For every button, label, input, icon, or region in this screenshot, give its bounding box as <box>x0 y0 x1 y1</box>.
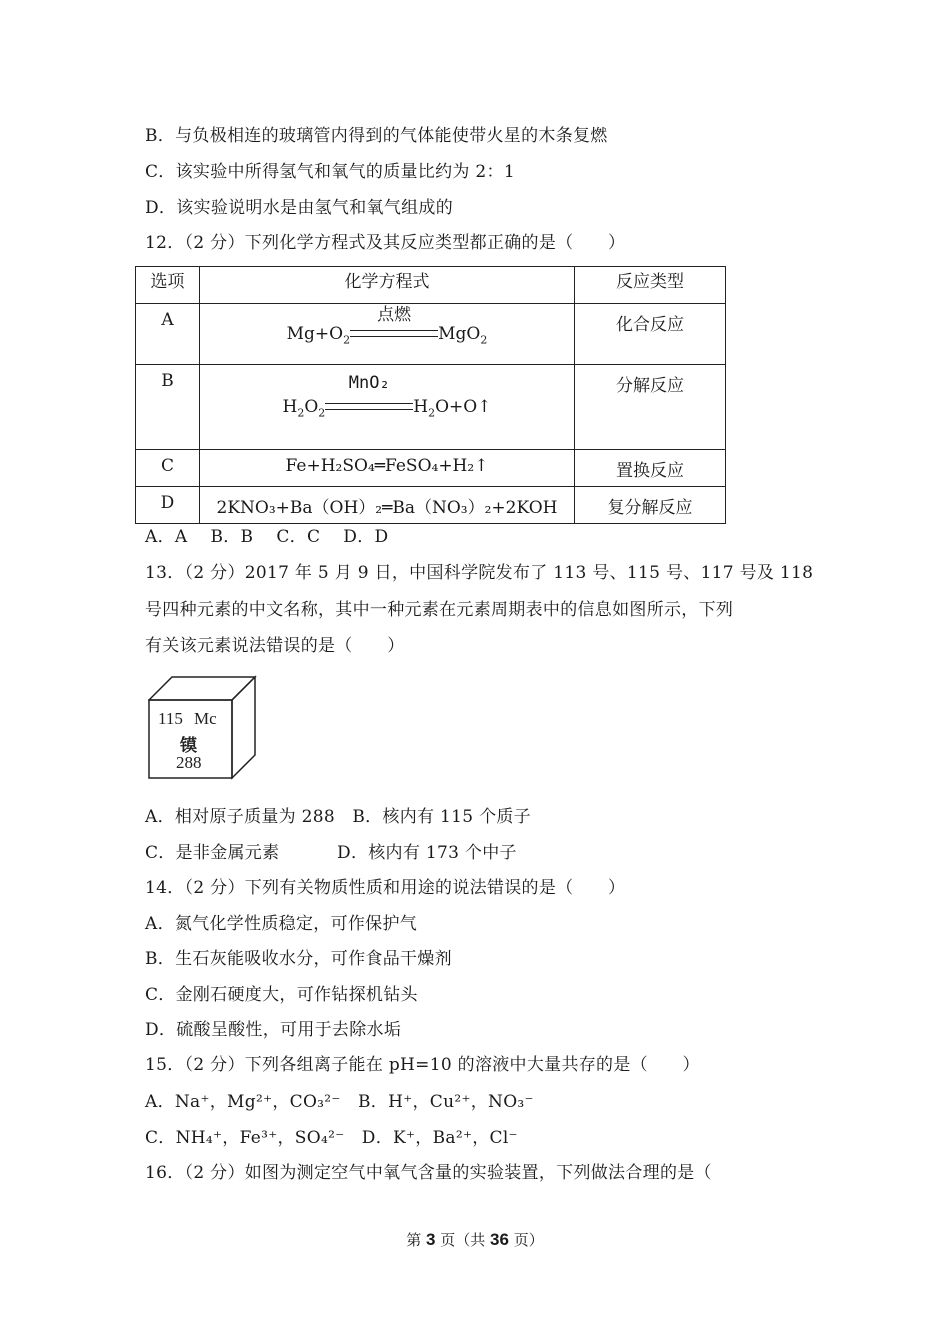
eq-b-sub2: 2 <box>318 406 326 420</box>
q11-option-d: D．该实验说明水是由氢气和氧气组成的 <box>145 198 454 218</box>
q13-line-2: 号四种元素的中文名称，其中一种元素在元素周期表中的信息如图所示，下列 <box>145 600 734 620</box>
row-c-type: 置换反应 <box>616 461 684 481</box>
header-equation: 化学方程式 <box>200 267 575 304</box>
header-type: 反应类型 <box>575 267 726 304</box>
eq-b-condition: MnO₂ <box>348 373 390 393</box>
q15-choice-ab: A．Na⁺，Mg²⁺，CO₃²⁻ B．H⁺，Cu²⁺，NO₃⁻ <box>145 1092 534 1112</box>
row-a-type: 化合反应 <box>616 315 684 335</box>
equation-table <box>135 266 726 524</box>
element-mass: 288 <box>176 753 202 772</box>
eq-a-left-sub: 2 <box>343 333 351 347</box>
element-name: 镆 <box>180 736 197 756</box>
footer-total-pages: 36 <box>490 1230 509 1249</box>
row-d-equation: 2KNO₃+Ba（OH）₂═Ba（NO₃）₂+2KOH <box>216 498 558 518</box>
eq-b-left: H <box>282 397 298 417</box>
eq-b-mid: O <box>304 397 319 417</box>
q12-stem: 12．（2 分）下列化学方程式及其反应类型都正确的是（ ） <box>145 233 626 253</box>
q14-option-d: D．硫酸呈酸性，可用于去除水垢 <box>145 1020 402 1040</box>
element-number: 115 <box>158 709 183 728</box>
table-row <box>136 450 726 487</box>
row-a-equation <box>200 304 574 347</box>
q16-stem: 16．（2 分）如图为测定空气中氧气含量的实验装置，下列做法合理的是（ <box>145 1163 712 1183</box>
row-d-type: 复分解反应 <box>607 498 693 518</box>
table-row <box>136 304 726 365</box>
eq-a-condition: 点燃 <box>377 305 412 325</box>
footer-mid: 页（共 <box>435 1231 491 1249</box>
row-b-equation <box>200 365 574 420</box>
row-b-option: B <box>161 371 174 391</box>
eq-a-left: Mg+O <box>286 324 344 344</box>
q11-option-b: B．与负极相连的玻璃管内得到的气体能使带火星的木条复燃 <box>145 126 608 146</box>
q14-stem: 14．（2 分）下列有关物质性质和用途的说法错误的是（ ） <box>145 878 626 898</box>
q14-option-b: B．生石灰能吸收水分，可作食品干燥剂 <box>145 949 452 969</box>
element-cell-figure <box>148 675 258 785</box>
cube-outline <box>148 675 258 785</box>
page-footer <box>0 1229 950 1250</box>
q13-line-1: 13．（2 分）2017 年 5 月 9 日，中国科学院发布了 113 号、115 号、117 号及 118 <box>145 563 814 583</box>
table-row <box>136 365 726 450</box>
row-a-option: A <box>161 310 174 330</box>
eq-b-sub1: 2 <box>297 406 305 420</box>
table-row <box>136 487 726 524</box>
eq-b-right-sub: 2 <box>428 406 436 420</box>
q15-choice-cd: C．NH₄⁺，Fe³⁺，SO₄²⁻ D．K⁺，Ba²⁺，Cl⁻ <box>145 1128 518 1148</box>
q15-stem: 15．（2 分）下列各组离子能在 pH=10 的溶液中大量共存的是（ ） <box>145 1055 700 1075</box>
eq-b-right: H <box>413 397 429 417</box>
eq-b-right-rest: O+O↑ <box>435 397 492 417</box>
row-b-type: 分解反应 <box>616 376 684 396</box>
footer-suffix: 页） <box>508 1231 544 1249</box>
q14-option-c: C．金刚石硬度大，可作钻探机钻头 <box>145 985 418 1005</box>
footer-prefix: 第 <box>406 1231 427 1249</box>
header-option: 选项 <box>136 267 200 304</box>
eq-a-condition-arrow <box>350 305 438 344</box>
eq-b-condition-arrow <box>325 373 413 417</box>
footer-page-number: 3 <box>426 1230 436 1249</box>
q13-choice-ab: A．相对原子质量为 288 B．核内有 115 个质子 <box>145 807 531 827</box>
table-header-row <box>136 267 726 304</box>
eq-a-right-sub: 2 <box>480 333 488 347</box>
q12-choices: A．A B．B C．C D．D <box>145 527 389 547</box>
q13-line-3: 有关该元素说法错误的是（ ） <box>145 636 405 656</box>
q11-option-c: C．该实验中所得氢气和氧气的质量比约为 2：1 <box>145 162 515 182</box>
q14-option-a: A．氮气化学性质稳定，可作保护气 <box>145 914 418 934</box>
row-c-equation: Fe+H₂SO₄═FeSO₄+H₂↑ <box>285 456 489 476</box>
row-c-option: C <box>160 456 174 476</box>
q13-choice-cd: C．是非金属元素 D．核内有 173 个中子 <box>145 843 517 863</box>
element-symbol: Mc <box>194 709 217 728</box>
row-d-option: D <box>160 493 175 513</box>
eq-a-right: MgO <box>438 324 481 344</box>
